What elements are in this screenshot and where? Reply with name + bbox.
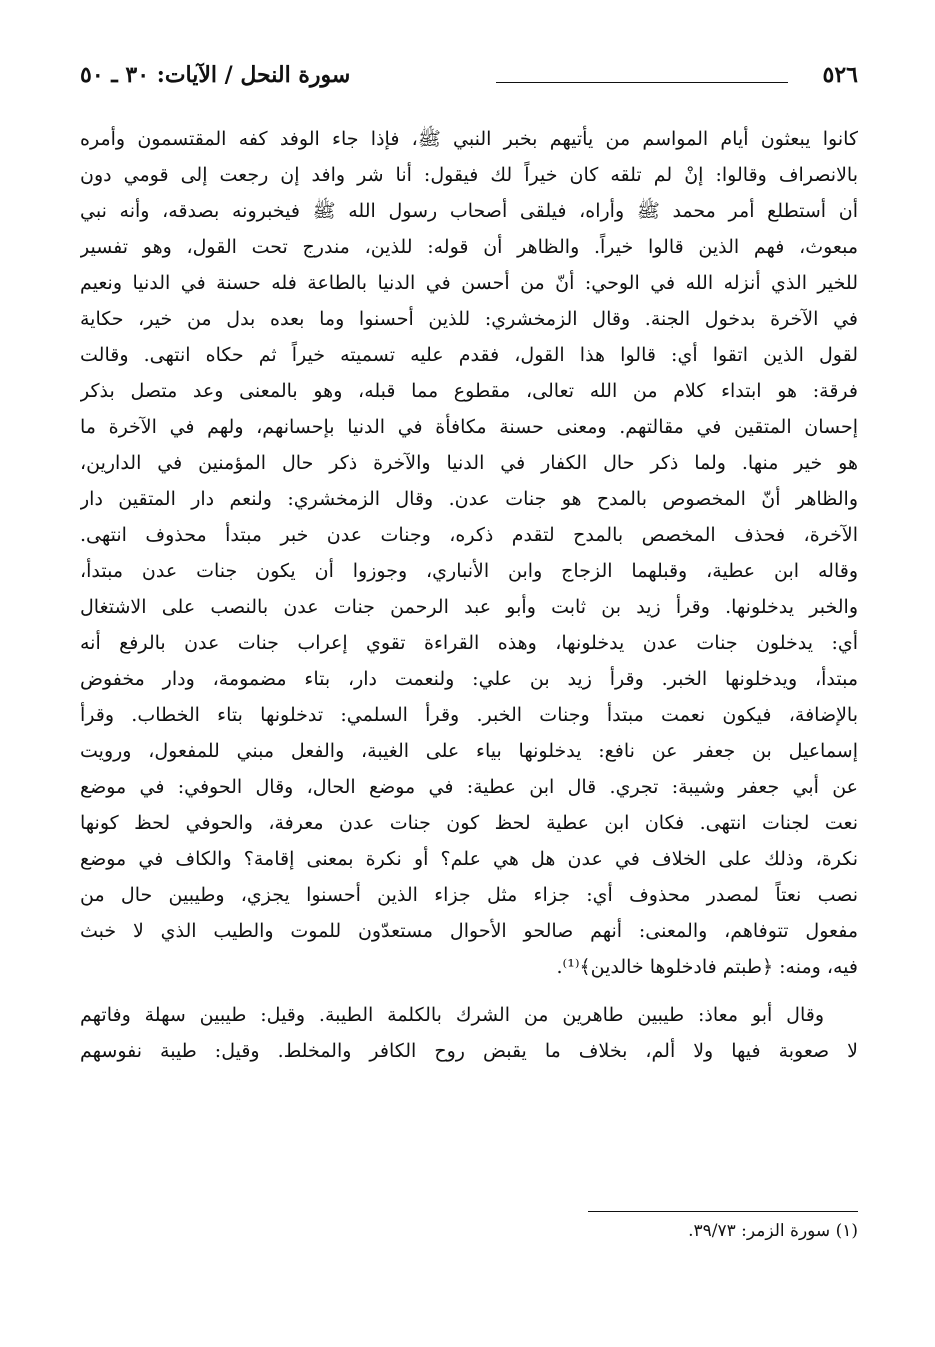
text-line: وقاله ابن عطية، وقبلهما الزجاج وابن الأنباري، وجوزوا أن يكون جنات عدن مبتدأ، [80, 560, 858, 582]
text-line: للخير الذي أنزله الله في الوحي: أنّ من أحسن في الدنيا بالطاعة فله حسنة في الدنيا ونعيم [80, 272, 858, 294]
text-line: والخبر يدخلونها. وقرأ زيد بن ثابت وأبو عبد الرحمن جنات عدن بالنصب على الاشتغال [80, 596, 858, 618]
text-line: إسماعيل بن جعفر عن نافع: يدخلونها بياء على الغيبة، والفعل مبني للمفعول، ورويت [80, 740, 858, 762]
paragraph [80, 997, 858, 1069]
text-line: الآخرة، فحذف المخصص بالمدح لتقدم ذكره، وجنات عدن خبر مبتدأ محذوف انتهى. [80, 524, 858, 546]
page-header [80, 60, 858, 104]
running-title: سورة النحل / الآيات: ٣٠ ـ ٥٠ [80, 62, 351, 88]
text-line: أي: يدخلون جنات عدن يدخلونها، وهذه القراءة تقوي إعراب جنات عدن بالرفع أنه [80, 632, 858, 654]
header-rule [496, 82, 788, 83]
text-line: في الآخرة بدخول الجنة. وقال الزمخشري: للذين أحسنوا وما بعده بدل من خير، حكاية [80, 308, 858, 330]
footnote-rule [588, 1211, 858, 1212]
text-line: وقال أبو معاذ: طيبين طاهرين من الشرك بالكلمة الطيبة. وقيل: طيبين سهلة وفاتهم [80, 1004, 824, 1026]
text-line: كانوا يبعثون أيام المواسم من يأتيهم بخبر النبي ﷺ، فإذا جاء الوفد كفه المقتسمون وأمره [80, 128, 858, 150]
text-line: هو خير منها. ولما ذكر حال الكفار في الدنيا والآخرة ذكر حال المؤمنين في الدارين، [80, 452, 858, 474]
text-line: لا صعوبة فيها ولا ألم، بخلاف ما يقبض روح الكافر والمخلط. وقيل: طيبة نفوسهم [80, 1040, 858, 1062]
text-line: عن أبي جعفر وشيبة: تجري. قال ابن عطية: في موضع الحال، وقال الحوفي: في موضع [80, 776, 858, 798]
footnote: (١) سورة الزمر: ٣٩/٧٣. [688, 1221, 858, 1241]
text-line: أن أستطلع أمر محمد ﷺ وأراه، فيلقى أصحاب رسول الله ﷺ فيخبرونه بصدقه، وأنه نبي [80, 200, 858, 222]
text-line: نصب نعتاً لمصدر محذوف أي: جزاء مثل جزاء الذين أحسنوا يجزي، وطيبين حال من [80, 884, 858, 906]
body-text [80, 121, 858, 1069]
text-line: فرقة: هو ابتداء كلام من الله تعالى، مقطوع مما قبله، وهو بالمعنى وعد متصل بذكر [80, 380, 858, 402]
page-number: ٥٢٦ [822, 62, 858, 88]
text-line: نكرة، وذلك على الخلاف في عدن هل هي علم؟ أو نكرة بمعنى إقامة؟ والكاف في موضع [80, 848, 858, 870]
text-line: مبتدأ، ويدخلونها الخبر. وقرأ زيد بن علي: ولنعمت دار، بتاء مضمومة، ودار مخفوض [80, 668, 858, 690]
text-line: لقول الذين اتقوا أي: قالوا هذا القول، فقدم عليه تسميته خيراً ثم حكاه انتهى. وقالت [80, 344, 858, 366]
text-line: نعت لجنات انتهى. فكان ابن عطية لحظ كون جنات عدن معرفة، والحوفي لحظ كونها [80, 812, 858, 834]
text-line: إحسان المتقين في مقالتهم. ومعنى حسنة مكافأة في الدنيا بإحسانهم، ولهم في الآخرة ما [80, 416, 858, 438]
text-line: مبعوث، فهم الذين قالوا خيراً. والظاهر أن قوله: للذين، مندرج تحت القول، وهو تفسير [80, 236, 858, 258]
text-line: بالانصراف وقالوا: إنْ لم تلقه كان خيراً لك فيقول: أنا شر وافد إن رجعت إلى قومي دون [80, 164, 858, 186]
paragraph-gap [80, 985, 858, 997]
text-line: مفعول تتوفاهم، والمعنى: أنهم صالحو الأحوال مستعدّون للموت والطيب الذي لا خبث [80, 920, 858, 942]
text-line: فيه، ومنه: ﴿طبتم فادخلوها خالدين﴾⁽¹⁾. [556, 956, 858, 978]
text-line: بالإضافة، فيكون نعمت مبتدأ وجنات الخبر. وقرأ السلمي: تدخلونها بتاء الخطاب. وقرأ [80, 704, 858, 726]
text-line: والظاهر أنّ المخصوص بالمدح هو جنات عدن. وقال الزمخشري: ولنعم دار المتقين دار [80, 488, 858, 510]
paragraph [80, 121, 858, 985]
